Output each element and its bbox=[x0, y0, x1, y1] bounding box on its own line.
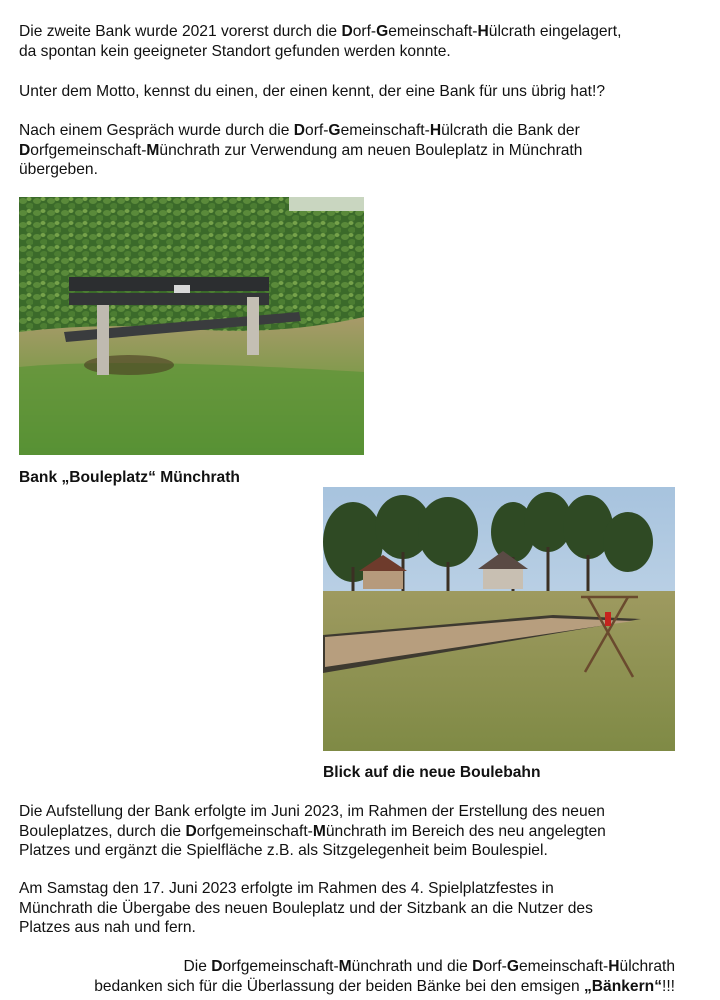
text-bold: M bbox=[146, 141, 160, 159]
text: ünchrath im Bereich des neu angelegten bbox=[325, 822, 606, 840]
text-bold: G bbox=[506, 958, 519, 975]
text: orfgemeinschaft- bbox=[196, 822, 313, 840]
text: Platzes und ergänzt die Spielfläche z.B. als Sitzgelegenheit beim Boulespiel. bbox=[19, 842, 548, 859]
closing-thanks bbox=[0, 957, 675, 996]
text: übergeben. bbox=[19, 161, 98, 178]
text-bold: M bbox=[312, 822, 326, 840]
text: emeinschaft- bbox=[518, 958, 609, 975]
text: ülchrath bbox=[619, 958, 675, 975]
text: orf- bbox=[305, 122, 329, 139]
text: !!! bbox=[662, 977, 675, 995]
text: Am Samstag den 17. Juni 2023 erfolgte im Rahmen des 4. Spielplatzfestes in bbox=[19, 880, 554, 897]
text: ülcrath die Bank der bbox=[441, 122, 580, 139]
text-bold: D bbox=[19, 141, 31, 159]
bench-photo bbox=[19, 197, 364, 455]
text-bold: H bbox=[477, 23, 489, 40]
boulebahn-photo bbox=[323, 487, 675, 751]
text: Platzes aus nah und fern. bbox=[19, 919, 196, 936]
text: emeinschaft- bbox=[340, 122, 430, 139]
text: ülcrath eingelagert, bbox=[488, 23, 622, 40]
text-bold: D bbox=[293, 122, 306, 139]
text: da spontan kein geeigneter Standort gefunden werden konnte. bbox=[19, 42, 451, 60]
text: emeinschaft- bbox=[388, 23, 478, 40]
text: orf- bbox=[352, 23, 377, 40]
text: Nach einem Gespräch wurde durch die bbox=[19, 122, 294, 139]
text: orf- bbox=[483, 958, 507, 975]
text-bold: G bbox=[328, 122, 341, 139]
text: Münchrath die Übergabe des neuen Bouleplatz und der Sitzbank an die Nutzer des bbox=[19, 899, 593, 917]
text: orfgemeinschaft- bbox=[30, 141, 147, 159]
paragraph-festival bbox=[19, 879, 699, 938]
text: Die zweite Bank wurde 2021 vorerst durch die bbox=[19, 23, 342, 40]
text-bold: G bbox=[376, 23, 389, 40]
text-bold: D bbox=[211, 958, 223, 975]
paragraph-motto: Unter dem Motto, kennst du einen, der einen kennt, der eine Bank für uns übrig hat!? bbox=[19, 83, 605, 100]
text-bold: H bbox=[608, 958, 620, 975]
text: Bouleplatzes, durch die bbox=[19, 822, 186, 840]
text: Die bbox=[183, 958, 212, 975]
text: bedanken sich für die Überlassung der beiden Bänke bei den emsigen bbox=[94, 977, 584, 995]
text: orfgemeinschaft- bbox=[222, 958, 339, 975]
text: Die Aufstellung der Bank erfolgte im Juni 2023, im Rahmen der Erstellung des neuen bbox=[19, 803, 605, 820]
caption-boulebahn: Blick auf die neue Boulebahn bbox=[323, 764, 541, 781]
text-bold: D bbox=[185, 822, 197, 840]
paragraph-installation bbox=[19, 802, 699, 861]
text-bold: H bbox=[429, 122, 442, 139]
text-bold: D bbox=[341, 23, 353, 40]
paragraph-bank-stored bbox=[19, 22, 699, 61]
caption-bench: Bank „Bouleplatz“ Münchrath bbox=[19, 469, 240, 486]
text-bold: D bbox=[472, 958, 484, 975]
text-bold: M bbox=[338, 958, 352, 975]
text-bold: „Bänkern“ bbox=[584, 977, 662, 995]
text: ünchrath und die bbox=[351, 958, 473, 975]
text: ünchrath zur Verwendung am neuen Bouleplatz in Münchrath bbox=[159, 141, 583, 159]
paragraph-handover bbox=[19, 121, 699, 180]
